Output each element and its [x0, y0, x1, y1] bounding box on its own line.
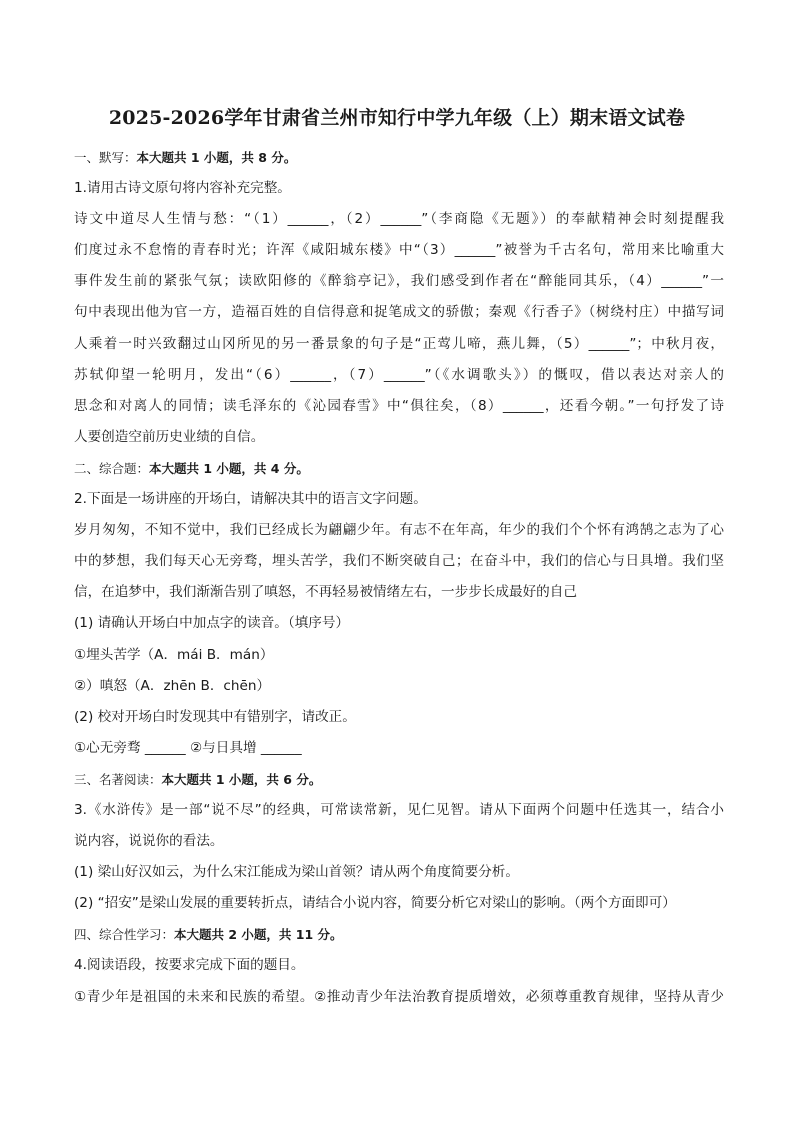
text-line: 人要创造空前历史业绩的自信。 [74, 428, 265, 445]
text-line: (2) “招安”是梁山发展的重要转折点，请结合小说内容，简要分析它对梁山的影响。（两个方面即可） [74, 895, 676, 912]
text-line: 2.下面是一场讲座的开场白，请解决其中的语言文字问题。 [74, 491, 427, 508]
document-title: 2025-2026学年甘肃省兰州市知行中学九年级（上）期末语文试卷 [108, 107, 686, 129]
section-heading-label: 一、默写： [74, 150, 137, 165]
section-heading-label: 四、综合性学习： [74, 927, 175, 943]
section-heading-score: 本大题共 1 小题，共 6 分。 [161, 771, 322, 787]
text-line: ①青少年是祖国的未来和民族的希望。②推动青少年法治教育提质增效，必须尊重教育规律，坚持从青少 [74, 988, 724, 1005]
section-heading [74, 453, 724, 484]
section-heading-score: 本大题共 1 小题，共 4 分。 [149, 460, 309, 476]
text-line: 岁月匆匆，不知不觉中，我们已经成长为翩翩少年。有志不在年高，年少的我们个个怀有鸿鹄之志为了心 [74, 522, 724, 539]
section-heading-label: 三、名著阅读： [74, 771, 162, 787]
text-line: 人乘着一时兴致翻过山冈所见的另一番景象的句子是“正莺儿啼，燕儿舞，（5）______”；中秋月夜， [74, 335, 724, 352]
text-line: (1) 请确认开场白中加点字的读音。（填序号） [74, 615, 350, 632]
text-line: 说内容，说说你的看法。 [74, 833, 224, 850]
text-line: 信，在追梦中，我们渐渐告别了嗔怒，不再轻易被情绪左右，一步步长成最好的自己 [74, 584, 577, 601]
section-heading [74, 919, 724, 950]
section-heading [74, 142, 724, 173]
text-line: 们度过永不怠惰的青春时光；许浑《咸阳城东楼》中“（3）______”被誉为千古名句，常用来比喻重大 [74, 242, 724, 259]
document-body [74, 142, 724, 1013]
text-line: 3.《水浒传》是一部“说不尽”的经典，可常读常新，见仁见智。请从下面两个问题中任选其一，结合小 [74, 801, 724, 818]
text-line: ①心无旁骛 ______ ②与日具增 ______ [74, 739, 302, 756]
section-heading-label: 二、综合题： [74, 460, 150, 476]
section-heading [74, 764, 724, 795]
text-line: 事件发生前的紧张气氛；读欧阳修的《醉翁亭记》，我们感受到作者在“醉能同其乐，（4）______”一 [74, 273, 724, 290]
text-line: 苏轼仰望一轮明月，发出“（6）______，（7）______”（《水调歌头》）的慨叹，借以表达对亲人的 [74, 366, 724, 383]
text-line: ①埋头苦学（A．mái B．mán） [74, 646, 274, 663]
text-line: (2) 校对开场白时发现其中有错别字，请改正。 [74, 708, 356, 725]
section-heading-score: 本大题共 2 小题，共 11 分。 [174, 927, 343, 943]
text-line: ②）嗔怒（A．zhēn B．chēn） [74, 677, 271, 694]
text-line: 思念和对离人的同情；读毛泽东的《沁园春雪》中“俱往矣，（8）______，还看今朝。”一句抒发了诗 [74, 397, 724, 414]
text-line: 中的梦想，我们每天心无旁骛，埋头苦学，我们不断突破自己；在奋斗中，我们的信心与日具增。我们坚 [74, 553, 724, 570]
text-line: 诗文中道尽人生情与愁：“（1）______，（2）______”（李商隐《无题》）的奉献精神会时刻提醒我 [74, 211, 724, 228]
text-line: 1.请用古诗文原句将内容补充完整。 [74, 180, 291, 197]
text-line: (1) 梁山好汉如云，为什么宋江能成为梁山首领？请从两个角度简要分析。 [74, 864, 519, 881]
section-heading-score: 本大题共 1 小题，共 8 分。 [136, 150, 297, 165]
text-line: 4.阅读语段，按要求完成下面的题目。 [74, 957, 305, 974]
text-line: 句中表现出他为官一方，造福百姓的自信得意和捉笔成文的骄傲；秦观《行香子》（树绕村庄）中描写词 [74, 304, 724, 321]
